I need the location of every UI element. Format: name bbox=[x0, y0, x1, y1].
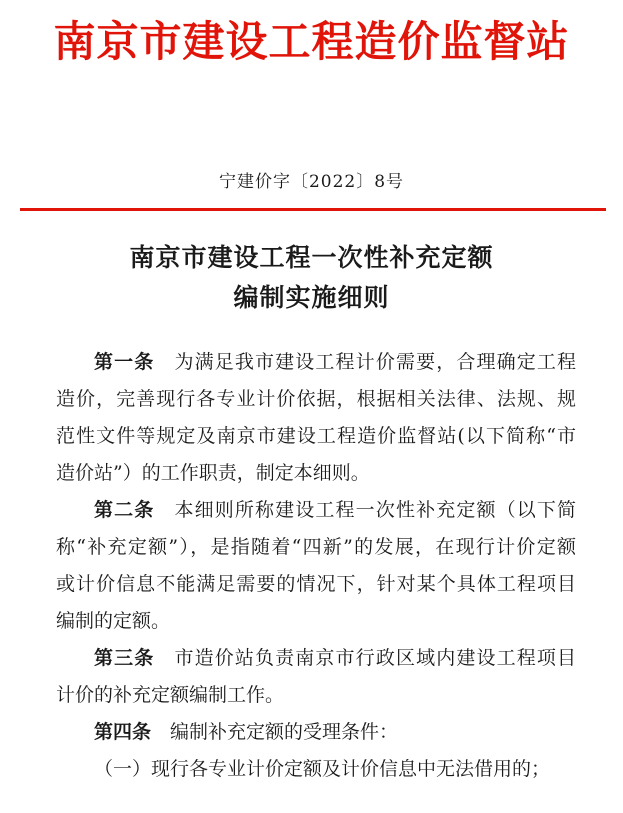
body-line: 称“补充定额”），是指随着“四新”的发展，在现行计价定额 bbox=[56, 536, 576, 558]
body-line: 造价站”）的工作职责，制定本细则。 bbox=[56, 462, 370, 484]
article-4-line-1 bbox=[56, 714, 576, 751]
title-line-2: 编制实施细则 bbox=[233, 283, 390, 312]
article-2-text: 本细则所称建设工程一次性补充定额（以下简 bbox=[174, 499, 576, 521]
article-1-line-1 bbox=[56, 344, 576, 381]
body-line: 或计价信息不能满足需要的情况下，针对某个具体工程项目 bbox=[56, 573, 576, 595]
article-3-label: 第三条 bbox=[94, 647, 155, 669]
article-4-text: 编制补充定额的受理条件： bbox=[170, 721, 399, 743]
body-line: 编制的定额。 bbox=[56, 610, 171, 632]
article-4-item-1: （一）现行各专业计价定额及计价信息中无法借用的； bbox=[94, 758, 551, 780]
document-title bbox=[0, 238, 623, 318]
article-3-line-1 bbox=[56, 640, 576, 677]
article-2-label: 第二条 bbox=[94, 499, 155, 521]
article-2-line-1 bbox=[56, 492, 576, 529]
red-divider-line bbox=[20, 208, 606, 211]
body-line: 计价的补充定额编制工作。 bbox=[56, 684, 285, 706]
document-body bbox=[56, 344, 576, 788]
article-1-text: 为满足我市建设工程计价需要，合理确定工程 bbox=[174, 351, 576, 373]
article-4-label: 第四条 bbox=[94, 721, 152, 743]
article-3-text: 市造价站负责南京市行政区域内建设工程项目 bbox=[174, 647, 576, 669]
body-line: 范性文件等规定及南京市建设工程造价监督站(以下简称“市 bbox=[56, 425, 576, 447]
article-1-label: 第一条 bbox=[94, 351, 155, 373]
masthead-org-name: 南京市建设工程造价监督站 bbox=[53, 17, 570, 66]
body-line: 造价，完善现行各专业计价依据，根据相关法律、法规、规 bbox=[56, 388, 576, 410]
document-number: 宁建价字〔2022〕8号 bbox=[218, 172, 405, 192]
title-line-1: 南京市建设工程一次性补充定额 bbox=[129, 243, 494, 272]
